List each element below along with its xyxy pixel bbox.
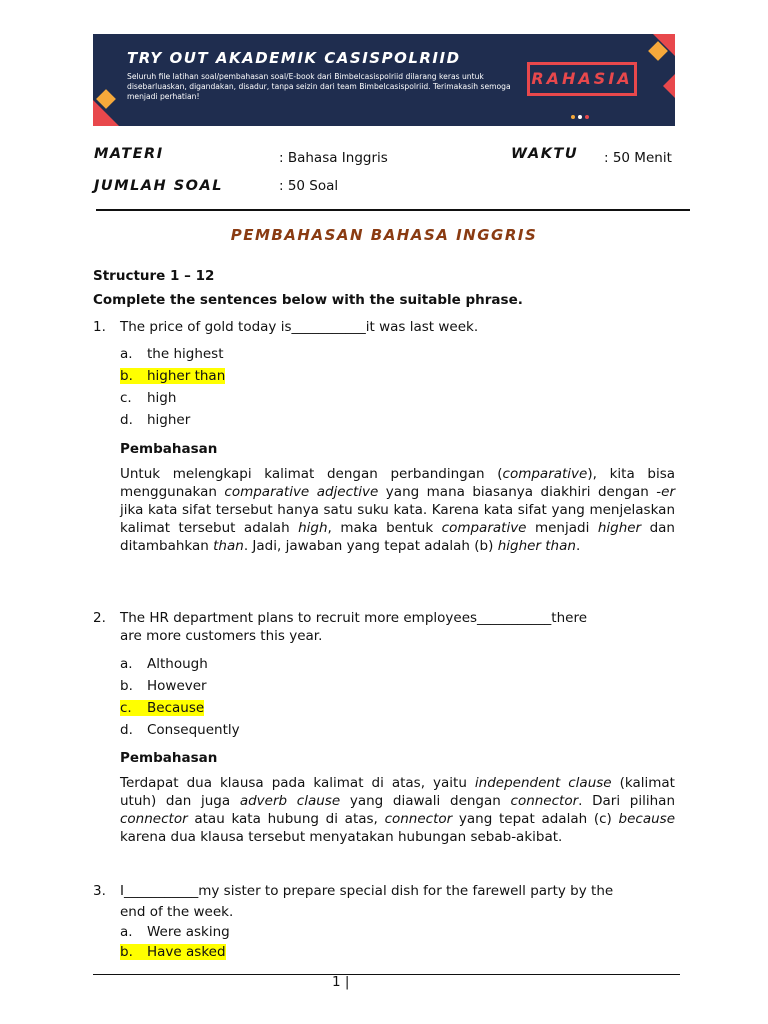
question-2 xyxy=(93,610,587,626)
question-text: I___________my sister to prepare special dish for the farewell party by the xyxy=(120,883,614,899)
header-divider xyxy=(96,209,690,211)
banner-corner-triangle-right xyxy=(663,74,675,98)
dot-icon xyxy=(585,115,589,119)
waktu-value: : 50 Menit xyxy=(604,150,672,166)
section-heading: Structure 1 – 12 xyxy=(93,268,215,284)
option-2b[interactable]: b. However xyxy=(120,678,207,694)
question-2-line2: are more customers this year. xyxy=(120,628,323,644)
footer-divider xyxy=(93,974,680,975)
materi-label: MATERI xyxy=(94,146,164,162)
explanation-title-2: Pembahasan xyxy=(120,750,218,766)
header-banner xyxy=(93,34,675,126)
option-1c[interactable]: c. high xyxy=(120,390,177,406)
option-2a[interactable]: a. Although xyxy=(120,656,208,672)
option-1d[interactable]: d. higher xyxy=(120,412,191,428)
dot-icon xyxy=(578,115,582,119)
question-number: 1. xyxy=(93,319,106,335)
question-number: 3. xyxy=(93,883,106,899)
dot-icon xyxy=(571,115,575,119)
jumlah-soal-label: JUMLAH SOAL xyxy=(94,178,223,194)
option-3a[interactable]: a. Were asking xyxy=(120,924,230,940)
banner-title: TRY OUT AKADEMIK CASISPOLRIID xyxy=(127,49,461,67)
option-1b-correct[interactable]: b. higher than xyxy=(120,368,226,384)
question-number: 2. xyxy=(93,610,106,626)
explanation-2: Terdapat dua klausa pada kalimat di atas, yaitu independent clause (kalimat utuh) dan juga adverb clause yang diawali dengan connector. Dari pilihan connector atau kata hubung di atas, connector yang tepat adalah (c) because karena dua klausa tersebut menyatakan hubungan sebab-akibat. xyxy=(120,775,675,845)
option-2d[interactable]: d. Consequently xyxy=(120,722,240,738)
question-3 xyxy=(93,883,613,899)
page-number: 1 | xyxy=(332,974,350,990)
question-1 xyxy=(93,319,478,335)
waktu-label: WAKTU xyxy=(511,146,579,162)
question-text: The price of gold today is___________it was last week. xyxy=(120,319,479,335)
explanation-1: Untuk melengkapi kalimat dengan perbandingan (comparative), kita bisa menggunakan comparative adjective yang mana biasanya diakhiri dengan -er jika kata sifat tersebut hanya satu suku kata. Karena kata sifat yang menjelaskan kalimat tersebut adalah high, maka bentuk comparative menjadi higher dan ditambahkan than. Jadi, jawaban yang tepat adalah (b) higher than. xyxy=(120,466,676,554)
banner-dots xyxy=(571,107,601,115)
confidential-stamp: RAHASIA xyxy=(527,62,637,96)
jumlah-soal-value: : 50 Soal xyxy=(279,178,339,194)
document-title: PEMBAHASAN BAHASA INGGRIS xyxy=(230,226,538,244)
option-2c-correct[interactable]: c. Because xyxy=(120,700,205,716)
question-text: The HR department plans to recruit more employees___________there xyxy=(120,610,588,626)
section-instruction: Complete the sentences below with the suitable phrase. xyxy=(93,292,523,308)
question-3-line2: end of the week. xyxy=(120,904,234,920)
banner-notice: Seluruh file latihan soal/pembahasan soal/E-book dari Bimbelcasispolriid dilarang keras untuk disebarluaskan, digandakan, disadur, tanpa seizin dari team Bimbelcasispolriid. Terimakasih semoga menjadi perhatian! xyxy=(127,72,511,101)
option-1a[interactable]: a. the highest xyxy=(120,346,224,362)
option-3b-correct[interactable]: b. Have asked xyxy=(120,944,226,960)
explanation-title-1: Pembahasan xyxy=(120,441,218,457)
materi-value: : Bahasa Inggris xyxy=(279,150,388,166)
